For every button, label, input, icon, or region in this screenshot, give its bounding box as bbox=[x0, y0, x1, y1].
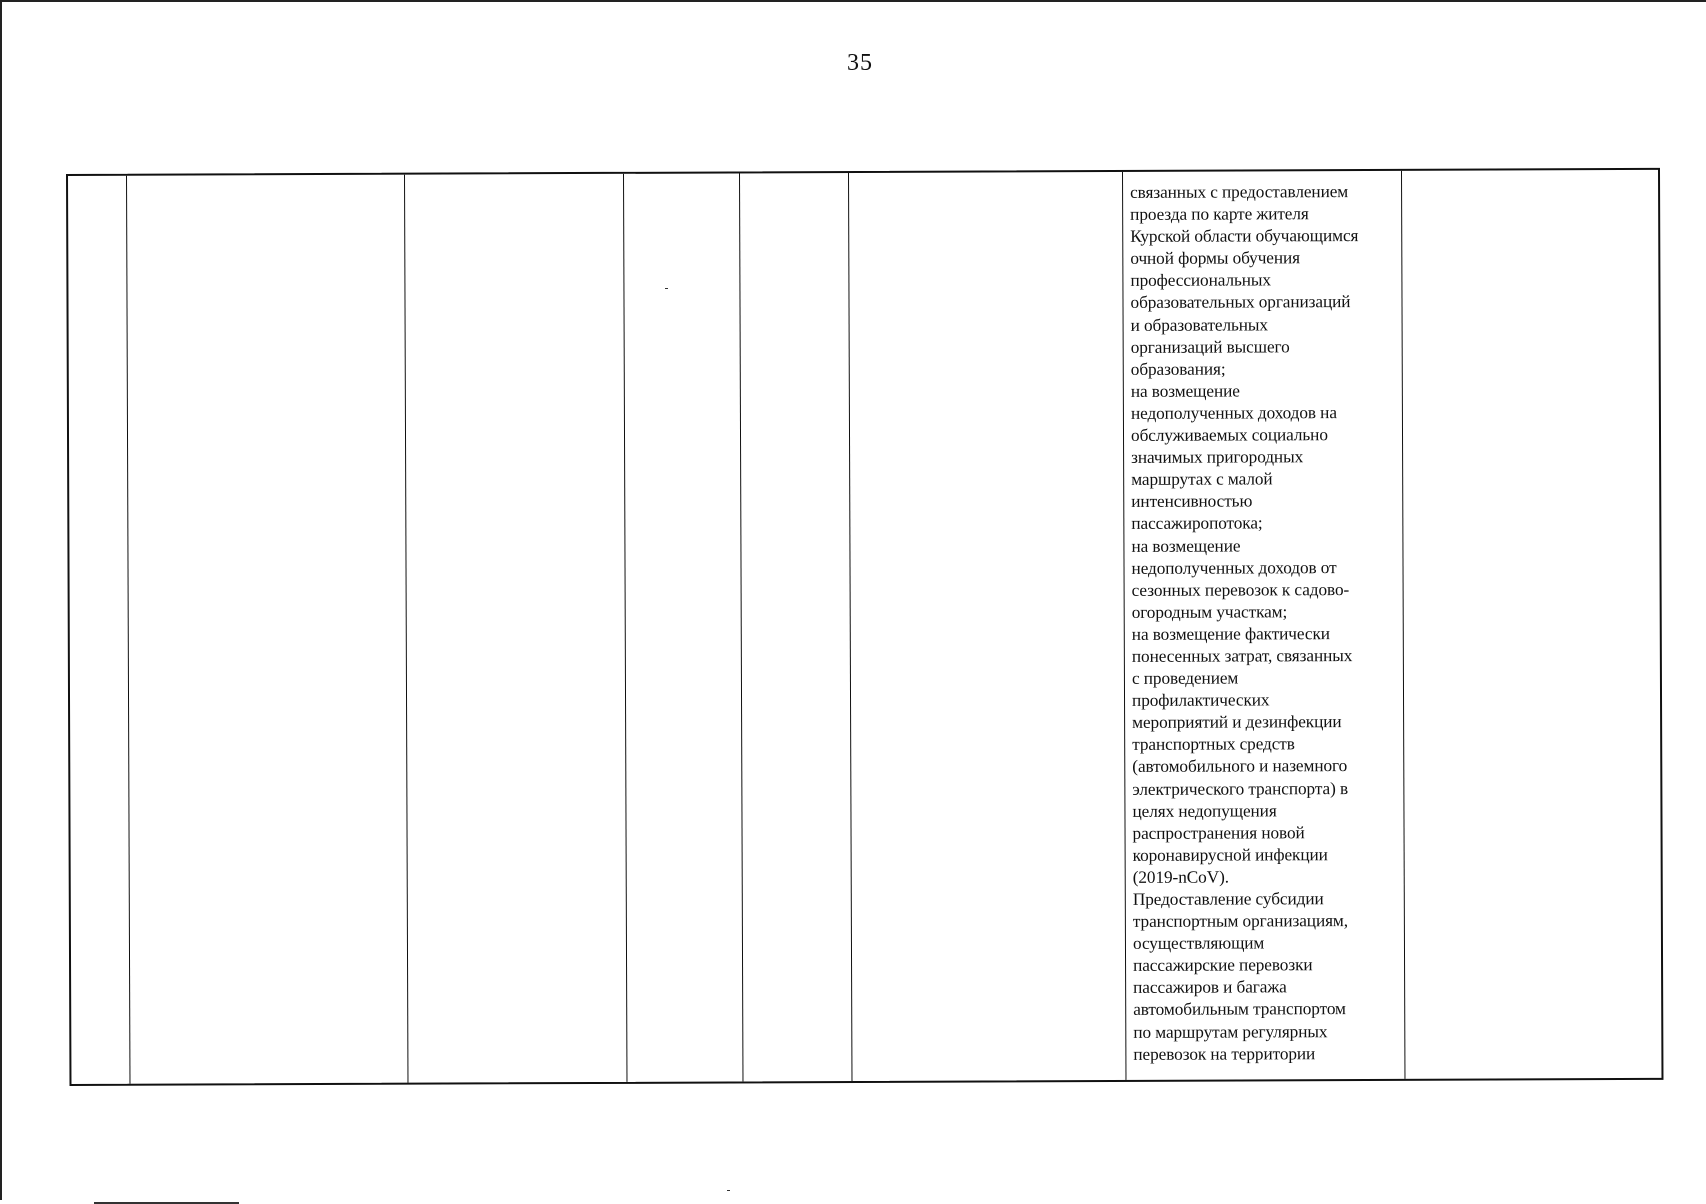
table-column-divider bbox=[623, 174, 627, 1082]
document-table bbox=[66, 168, 1663, 1086]
table-column-divider bbox=[739, 173, 743, 1081]
table-column-divider bbox=[848, 173, 852, 1081]
page-border-left bbox=[0, 0, 2, 1200]
page-number: 35 bbox=[847, 50, 873, 76]
scan-speck bbox=[665, 288, 668, 289]
scan-speck bbox=[727, 1190, 730, 1191]
table-column-divider bbox=[1122, 172, 1126, 1080]
table-cell-text: связанных с предоставлением проезда по карте жителя Курской области обучающимся очной формы обучения профессиональных образовательных организаций и образовательных организаций высшего образования; на возмещение недополученных доходов на обслуживаемых социально значимых пригородных маршрутах с малой интенсивностью пассажиропотока; на возмещение недополученных доходов от сезонных перевозок к садово- огородным участкам; на возмещение фактически понесенных затрат, связанных с проведением профилактических мероприятий и дезинфекции транспортных средств (автомобильного и наземного электрического транспорта) в целях недопущения распространения новой коронавирусной инфекции (2019-nCoV). Предоставление субсидии транспортным организациям, осуществляющим пассажирские перевозки пассажиров и багажа автомобильным транспортом по маршрутам регулярных перевозок на территории bbox=[1130, 182, 1359, 1064]
table-column-divider bbox=[126, 176, 130, 1084]
table-column-divider bbox=[404, 175, 408, 1083]
page-border-top bbox=[0, 0, 1706, 2]
